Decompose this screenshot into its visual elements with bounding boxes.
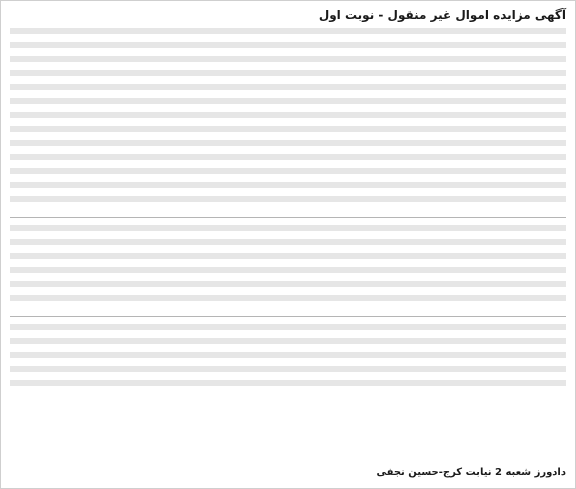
spacer [10, 399, 566, 461]
notice-paragraph [10, 324, 566, 394]
notice-paragraph [10, 225, 566, 309]
notice-title: آگهی مزایده اموال غیر منقول - نوبت اول [318, 8, 566, 22]
divider [10, 316, 566, 317]
notice-paragraph [10, 28, 566, 210]
signature-line: دادورز شعبه 2 نیابت کرج-حسین نجفی [376, 467, 566, 478]
divider [10, 217, 566, 218]
